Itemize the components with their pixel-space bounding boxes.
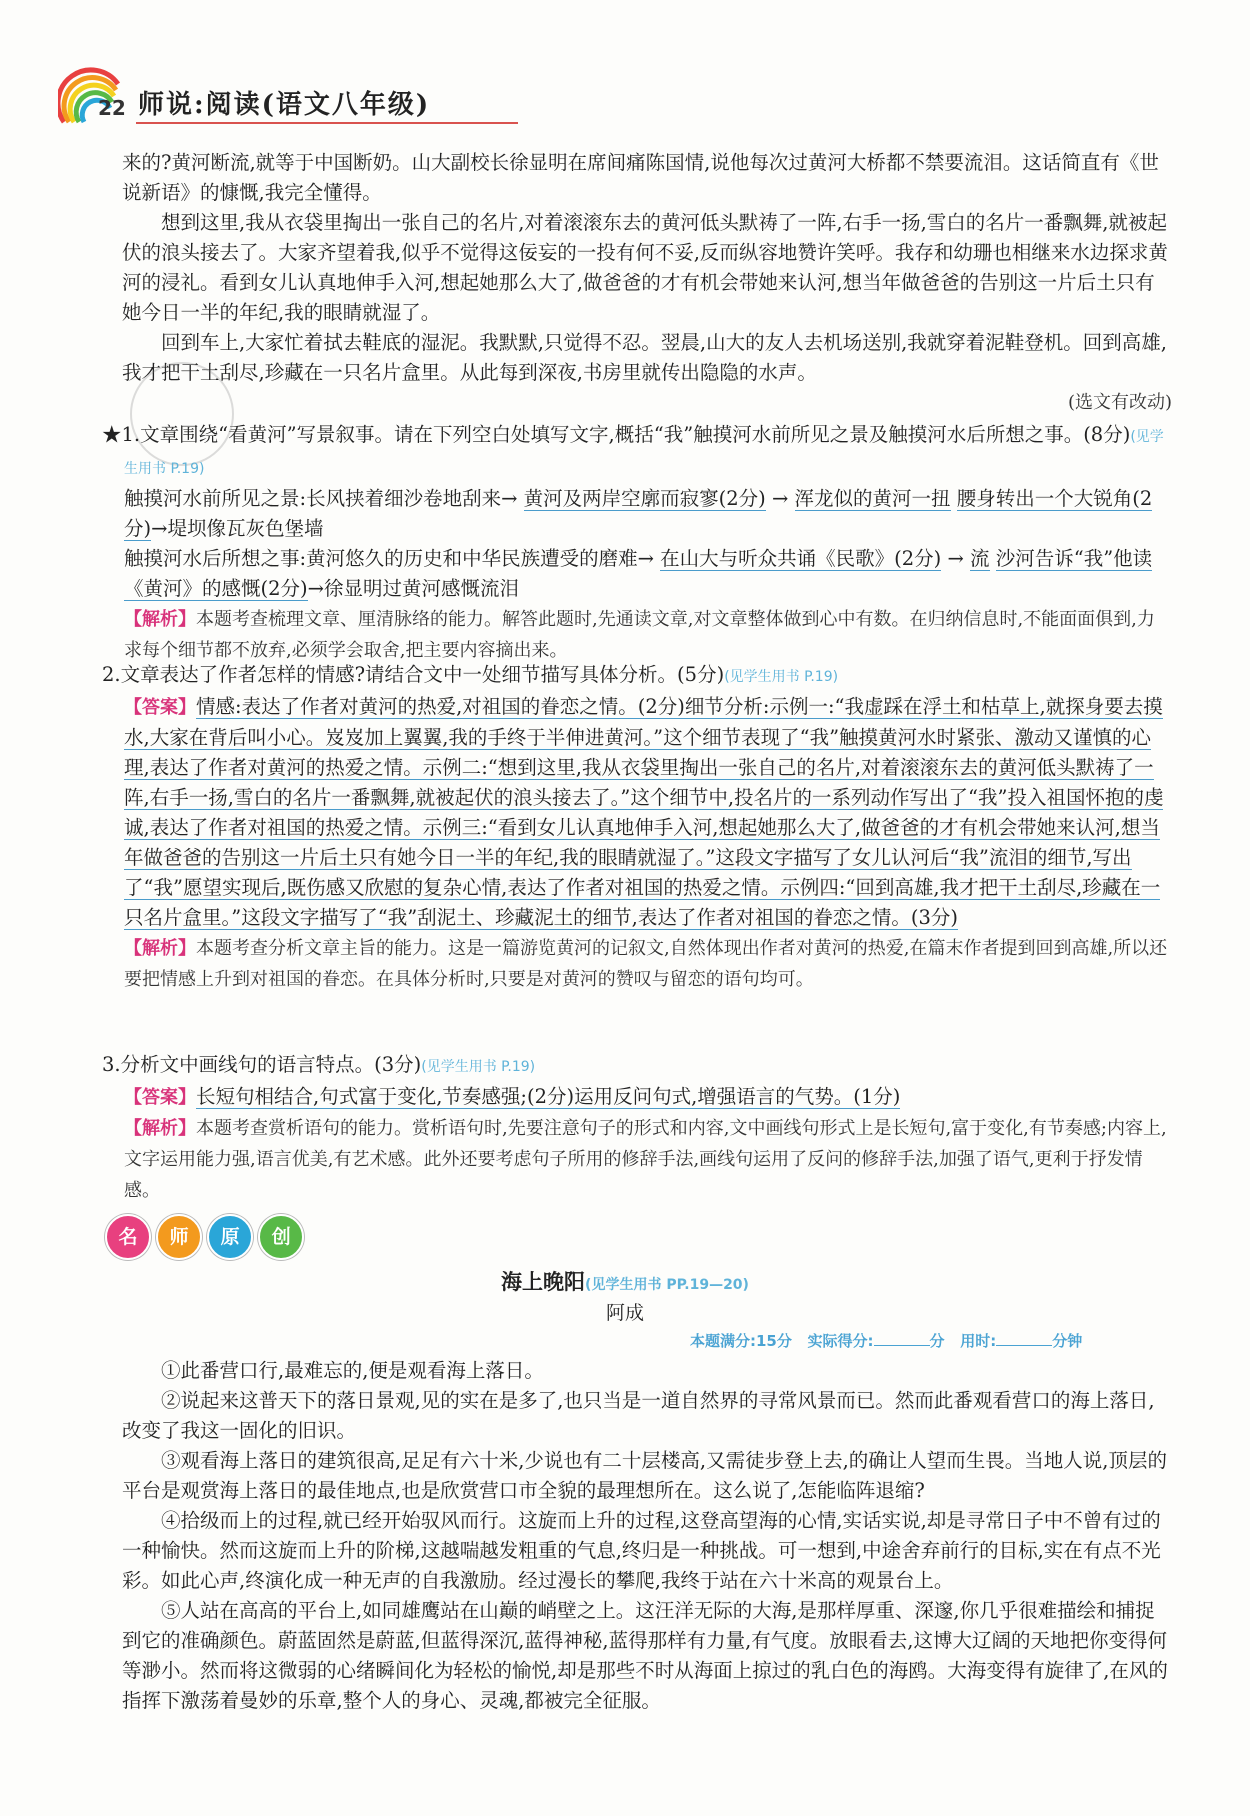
answer-blank: 流 [970, 547, 990, 570]
article-author: 阿成 [605, 1302, 644, 1324]
article-paragraph: ③观看海上落日的建筑很高,足足有六十米,少说也有二十层楼高,又需徒步登上去,的确让人望而生畏。当地人说,顶层的平台是观赏海上落日的最佳地点,也是欣赏营口市全貌的最理想所在。这么说了,怎能临阵退缩? [122, 1449, 1167, 1502]
fill-label: 触摸河水前所见之景:长风挟着细沙卷地刮来→ [124, 487, 518, 510]
badge: 名 [105, 1214, 151, 1260]
analysis-text: 本题考查赏析语句的能力。赏析语句时,先要注意句子的形式和内容,文中画线句形式上是长短句,富于变化,有节奏感;内容上,文字运用能力强,语言优美,有艺术感。此外还要考虑句子所用的修辞手法,画线句运用了反问的修辞手法,加强了语气,更利于抒发情感。 [124, 1118, 1167, 1201]
question-3 [78, 1050, 1172, 1206]
article-body [122, 1356, 1172, 1716]
time-blank[interactable] [996, 1345, 1052, 1346]
question-2 [78, 660, 1172, 995]
analysis-text: 本题考查梳理文章、厘清脉络的能力。解答此题时,先通读文章,对文章整体做到心中有数。在归纳信息时,不能面面俱到,力求每个细节都不放弃,必须学会取舍,把主要内容摘出来。 [124, 609, 1155, 661]
passage-paragraph: 回到车上,大家忙着拭去鞋底的湿泥。我默默,只觉得不忍。翌晨,山大的友人去机场送别,我就穿着泥鞋登机。回到高雄,我才把干土刮尽,珍藏在一只名片盒里。从此每到深夜,书房里就传出隐隐的水声。 [122, 331, 1167, 384]
answer-text: 情感:表达了作者对黄河的热爱,对祖国的眷恋之情。(2分)细节分析:示例一:“我虚踩在浮土和枯草上,就探身要去摸水,大家在背后叫小心。岌岌加上翼翼,我的手终于半伸进黄河。”这个细节表现了“我”触摸黄河水时紧张、激动又谨慎的心理,表达了作者对黄河的热爱之情。示例二:“想到这里,我从衣袋里掏出一张自己的名片,对着滚滚东去的黄河低头默祷了一阵,右手一扬,雪白的名片一番飘舞,就被起伏的浪头接去了。”这个细节中,投名片的一系列动作写出了“我”投入祖国怀抱的虔诚,表达了作者对祖国的热爱之情。示例三:“看到女儿认真地伸手入河,想起她那么大了,做爸爸的才有机会带她来认河,想当年做爸爸的告别这一片后土只有她今日一半的年纪,我的眼睛就湿了。”这段文字描写了女儿认河后“我”流泪的细节,写出了“我”愿望实现后,既伤感又欣慰的复杂心情,表达了作者对祖国的热爱之情。示例四:“回到高雄,我才把干土刮尽,珍藏在一只名片盒里。”这段文字描写了“我”刮泥土、珍藏泥土的细节,表达了作者对祖国的眷恋之情。(3分) [124, 695, 1164, 929]
reference-note: (见学生用书 P.19) [124, 429, 1164, 477]
score-actual-label: 实际得分: [807, 1332, 874, 1350]
badge: 创 [258, 1214, 304, 1260]
badge: 师 [156, 1214, 202, 1260]
score-line [690, 1330, 1082, 1351]
answer-blank: 腰身转出一个大锐角(2分) [124, 487, 1153, 540]
reference-note: (见学生用书 P.19) [421, 1059, 536, 1075]
article-title-line [0, 1266, 1250, 1296]
analysis-tag: 【解析】 [124, 1118, 196, 1139]
page-header [58, 62, 478, 132]
question-1 [78, 420, 1172, 666]
question-stem: 1.文章围绕“看黄河”写景叙事。请在下列空白处填写文字,概括“我”触摸河水前所见之景及触摸河水后所想之事。(8分) [121, 423, 1131, 446]
passage-paragraph: 想到这里,我从衣袋里掏出一张自己的名片,对着滚滚东去的黄河低头默祷了一阵,右手一扬,雪白的名片一番飘舞,就被起伏的浪头接去了。大家齐望着我,似乎不觉得这佞妄的一投有何不妥,反而纵容地赞许笑呼。我存和幼珊也相继来水边探求黄河的浸礼。看到女儿认真地伸手入河,想起她那么大了,做爸爸的才有机会带她来认河,想当年做爸爸的告别这一片后土只有她今日一半的年纪,我的眼睛就湿了。 [122, 211, 1168, 324]
star-icon: ★ [102, 423, 122, 446]
fill-label: 触摸河水后所想之事:黄河悠久的历史和中华民族遭受的磨难→ [124, 547, 654, 570]
time-unit: 分钟 [1052, 1332, 1083, 1350]
article-title: 海上晚阳 [501, 1269, 586, 1294]
article-paragraph: ④拾级而上的过程,就已经开始驭风而行。这旋而上升的过程,这登高望海的心情,实话实说,却是寻常日子中不曾有过的一种愉快。然而这旋而上升的阶梯,这越喘越发粗重的气息,终归是一种挑战。可一想到,中途舍弃前行的目标,实在有点不光彩。如此心声,终演化成一种无声的自我激励。经过漫长的攀爬,我终于站在六十米高的观景台上。 [122, 1509, 1161, 1592]
score-unit: 分 [929, 1332, 945, 1350]
answer-blank: 沙河告诉“我”他读《黄河》的感慨(2分) [124, 547, 1153, 600]
book-title: 师说:阅读(语文八年级) [138, 90, 431, 120]
passage-paragraph: 来的?黄河断流,就等于中国断奶。山大副校长徐显明在席间痛陈国情,说他每次过黄河大桥都不禁要流泪。这话简直有《世说新语》的慷慨,我完全懂得。 [122, 151, 1159, 204]
badge: 原 [207, 1214, 253, 1260]
section-badges [105, 1214, 304, 1260]
passage-top [122, 148, 1172, 418]
answer-blank: 浑龙似的黄河一扭 [794, 487, 951, 510]
analysis-text: 本题考查分析文章主旨的能力。这是一篇游览黄河的记叙文,自然体现出作者对黄河的热爱,在篇末作者提到回到高雄,所以还要把情感上升到对祖国的眷恋。在具体分析时,只要是对黄河的赞叹与留恋的语句均可。 [124, 938, 1168, 990]
article-paragraph: ⑤人站在高高的平台上,如同雄鹰站在山巅的峭壁之上。这汪洋无际的大海,是那样厚重、深邃,你几乎很难描绘和捕捉到它的准确颜色。蔚蓝固然是蔚蓝,但蓝得深沉,蓝得神秘,蓝得那样有力量,有气度。放眼看去,这博大辽阔的天地把你变得何等渺小。然而将这微弱的心绪瞬间化为轻松的愉悦,却是那些不时从海面上掠过的乳白色的海鸥。大海变得有旋律了,在风的指挥下激荡着曼妙的乐章,整个人的身心、灵魂,都被完全征服。 [122, 1599, 1168, 1712]
title-underline [136, 122, 518, 124]
answer-tag: 【答案】 [124, 697, 196, 718]
source-note: (选文有改动) [1067, 392, 1172, 413]
answer-blank: 在山大与听众共诵《民歌》(2分) [660, 547, 942, 570]
analysis-tag: 【解析】 [124, 938, 196, 959]
fill-end: →堤坝像瓦灰色堡墙 [151, 517, 324, 540]
article-paragraph: ②说起来这普天下的落日景观,见的实在是多了,也只当是一道自然界的寻常风景而已。然而此番观看营口的海上落日,改变了我这一固化的旧识。 [122, 1389, 1155, 1442]
fill-end: →徐显明过黄河感慨流泪 [307, 577, 519, 600]
page-number: 22 [98, 96, 126, 120]
reference-note: (见学生用书 P.19) [724, 669, 839, 685]
time-label: 用时: [960, 1332, 997, 1350]
question-stem: 3.分析文中画线句的语言特点。(3分) [102, 1053, 422, 1076]
answer-tag: 【答案】 [124, 1087, 196, 1108]
answer-text: 长短句相结合,句式富于变化,节奏感强;(2分)运用反问句式,增强语言的气势。(1分) [196, 1085, 901, 1108]
article-paragraph: ①此番营口行,最难忘的,便是观看海上落日。 [161, 1359, 544, 1382]
answer-blank: 黄河及两岸空廓而寂寥(2分) [523, 487, 766, 510]
analysis-tag: 【解析】 [124, 609, 196, 630]
arrow: → [947, 547, 964, 570]
score-blank[interactable] [874, 1345, 930, 1346]
arrow: → [771, 487, 789, 510]
question-stem: 2.文章表达了作者怎样的情感?请结合文中一处细节描写具体分析。(5分) [102, 663, 725, 686]
score-full: 本题满分:15分 [690, 1332, 792, 1350]
reference-note: (见学生用书 PP.19—20) [585, 1277, 749, 1293]
